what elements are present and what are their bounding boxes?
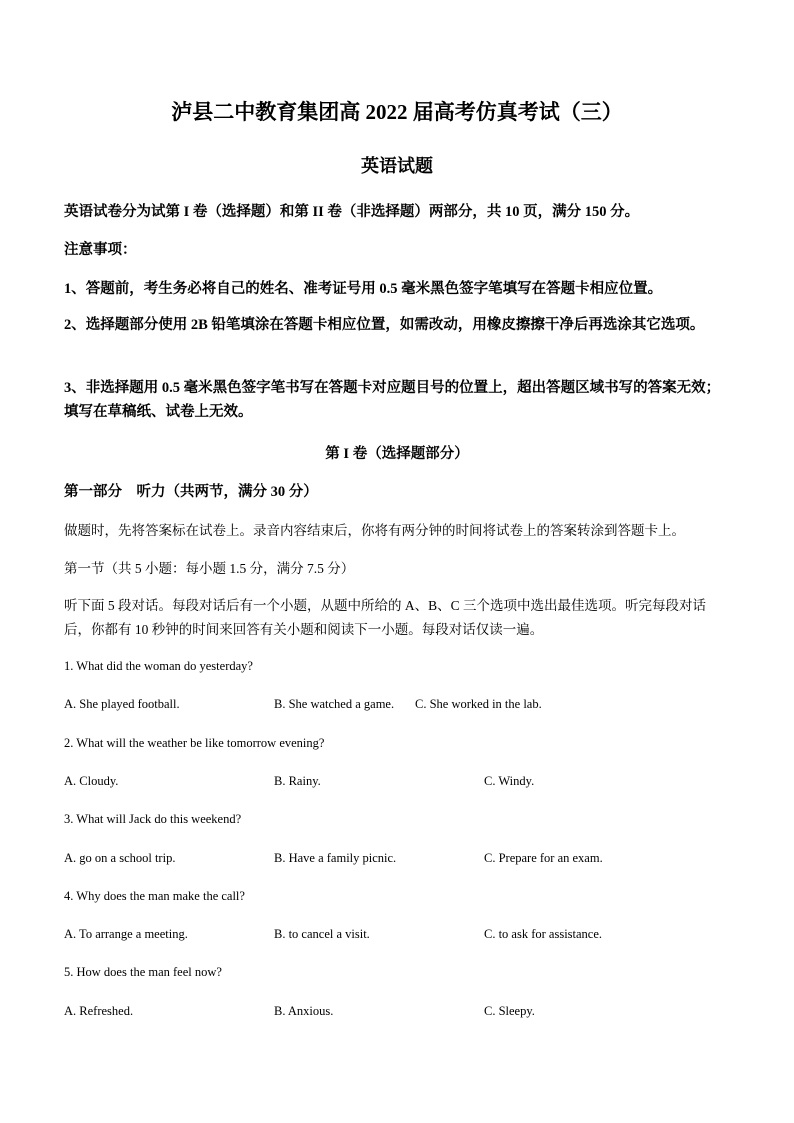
exam-title: 泸县二中教育集团高 2022 届高考仿真考试（三） bbox=[171, 100, 623, 124]
question-3-option-c: C. Prepare for an exam. bbox=[484, 851, 603, 865]
notice-item-3: 3、非选择题用 0.5 毫米黑色签字笔书写在答题卡对应题目号的位置上，超出答题区域书写的答案无效；填写在草稿纸、试卷上无效。 bbox=[64, 380, 721, 420]
volume1-heading: 第 I 卷（选择题部分） bbox=[325, 446, 469, 462]
question-2-stem: 2. What will the weather be like tomorrow evening? bbox=[64, 736, 325, 750]
intro-text: 英语试卷分为试第 I 卷（选择题）和第 II 卷（非选择题）两部分，共 10 页，满分 150 分。 bbox=[64, 204, 640, 220]
question-5-option-a: A. Refreshed. bbox=[64, 1004, 134, 1018]
question-4-option-c: C. to ask for assistance. bbox=[484, 927, 603, 941]
question-1-option-b: B. She watched a game. bbox=[274, 697, 395, 711]
question-5-option-c: C. Sleepy. bbox=[484, 1004, 535, 1018]
question-1-option-a: A. She played football. bbox=[64, 697, 180, 711]
question-4-option-b: B. to cancel a visit. bbox=[274, 927, 370, 941]
question-1-option-c: C. She worked in the lab. bbox=[415, 697, 542, 711]
question-3-stem: 3. What will Jack do this weekend? bbox=[64, 812, 242, 826]
part1-instruction: 做题时，先将答案标在试卷上。录音内容结束后，你将有两分钟的时间将试卷上的答案转涂到答题卡上。 bbox=[64, 523, 685, 538]
question-2-option-c: C. Windy. bbox=[484, 774, 535, 788]
question-2-option-b: B. Rainy. bbox=[274, 774, 321, 788]
question-4-option-a: A. To arrange a meeting. bbox=[64, 927, 188, 941]
notice-item-1: 1、答题前，考生务必将自己的姓名、准考证号用 0.5 毫米黑色签字笔填写在答题卡相应位置。 bbox=[64, 281, 663, 297]
section1-heading: 第一节（共 5 小题：每小题 1.5 分，满分 7.5 分） bbox=[64, 561, 355, 576]
section1-instruction: 听下面 5 段对话。每段对话后有一个小题，从题中所给的 A、B、C 三个选项中选出最佳选项。听完每段对话后，你都有 10 秒钟的时间来回答有关小题和阅读下一小题。每段对话仅读一遍。 bbox=[64, 598, 707, 637]
question-5-option-b: B. Anxious. bbox=[274, 1004, 334, 1018]
question-4-stem: 4. Why does the man make the call? bbox=[64, 889, 245, 903]
part1-heading: 第一部分 听力（共两节，满分 30 分） bbox=[64, 484, 318, 500]
notice-item-2: 2、选择题部分使用 2B 铅笔填涂在答题卡相应位置，如需改动，用橡皮擦擦干净后再选涂其它选项。 bbox=[64, 317, 705, 333]
question-5-stem: 5. How does the man feel now? bbox=[64, 965, 222, 979]
question-3-option-b: B. Have a family picnic. bbox=[274, 851, 397, 865]
notice-heading: 注意事项： bbox=[64, 242, 137, 258]
question-2-option-a: A. Cloudy. bbox=[64, 774, 119, 788]
exam-subtitle: 英语试题 bbox=[361, 156, 433, 176]
question-1-stem: 1. What did the woman do yesterday? bbox=[64, 659, 253, 673]
question-3-option-a: A. go on a school trip. bbox=[64, 851, 176, 865]
